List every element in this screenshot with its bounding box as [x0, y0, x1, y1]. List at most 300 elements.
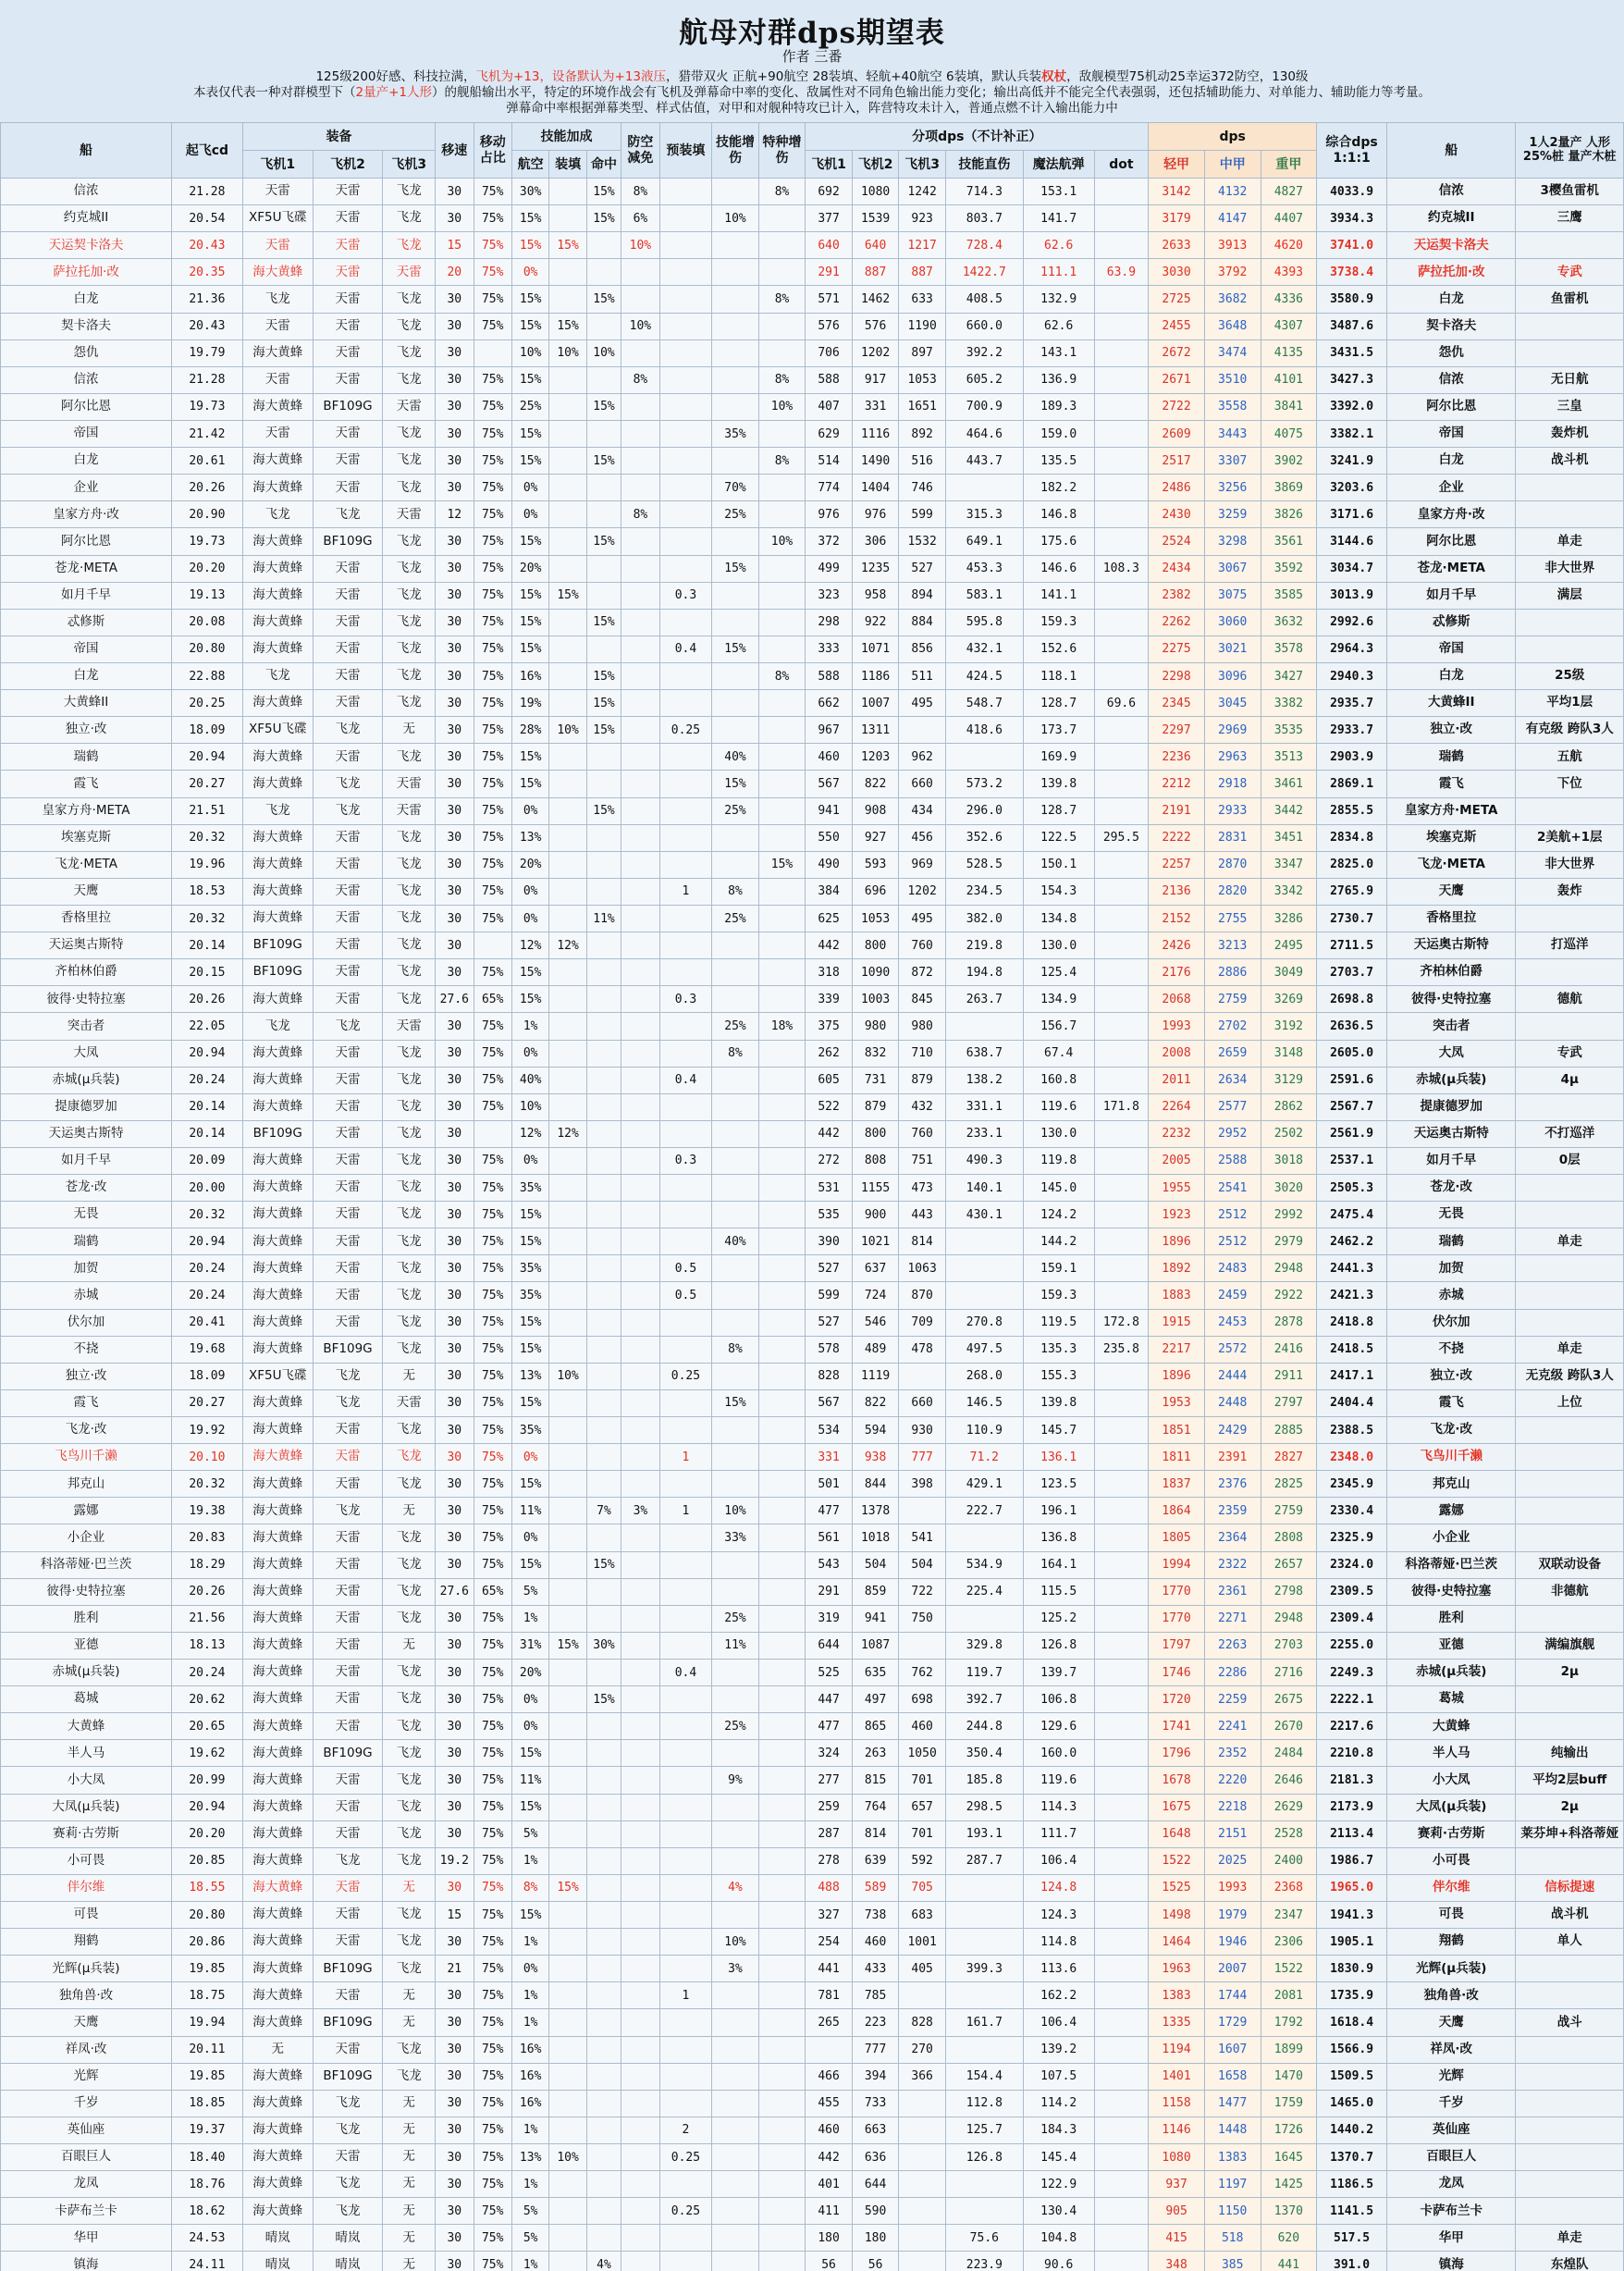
cell-total: 1986.7 [1317, 1847, 1387, 1874]
cell-dot [1094, 2117, 1149, 2143]
cell-total: 2567.7 [1317, 1093, 1387, 1120]
cell-aa [621, 259, 659, 286]
cell-dot [1094, 475, 1149, 501]
cell-air: 15% [511, 1794, 548, 1821]
cell-extra: 三皇 [1516, 393, 1624, 420]
cell-hit [586, 259, 621, 286]
cell-reload [549, 501, 586, 528]
cell-p2-dps: 733 [852, 2090, 899, 2117]
table-row [1, 851, 1624, 878]
cell-extra: 莱芬坤+科洛蒂娅 [1516, 1821, 1624, 1847]
cell-reload [549, 475, 586, 501]
cell-mid: 2453 [1204, 1309, 1261, 1336]
cell-ship: 霞飞 [1, 1389, 172, 1416]
cell-mid: 518 [1204, 2225, 1261, 2252]
cell-total: 2765.9 [1317, 878, 1387, 905]
cell-skill-direct: 408.5 [945, 286, 1023, 313]
cell-p1-dps: 323 [806, 582, 853, 609]
cell-mid: 3682 [1204, 286, 1261, 313]
cell-p1-dps: 377 [806, 205, 853, 232]
cell-ship2: 邦克山 [1386, 1471, 1516, 1498]
cell-plane2: 天雷 [313, 1093, 383, 1120]
cell-ship: 露娜 [1, 1498, 172, 1524]
cell-extra: 战斗 [1516, 2009, 1624, 2036]
cell-reload [549, 420, 586, 447]
cell-total: 2711.5 [1317, 932, 1387, 959]
cell-prereload [659, 2063, 712, 2090]
cell-ship: 赤城(μ兵装) [1, 1067, 172, 1093]
cell-aa [621, 2171, 659, 2198]
cell-magic: 139.2 [1023, 2036, 1094, 2063]
cell-ship2: 苍龙·META [1386, 555, 1516, 582]
cell-total: 2940.3 [1317, 662, 1387, 689]
cell-dot [1094, 1956, 1149, 1982]
cell-plane3: 飞龙 [383, 339, 436, 366]
cell-hit: 15% [586, 717, 621, 744]
cell-skill-dmg: 10% [712, 1929, 759, 1956]
cell-p1-dps: 531 [806, 1175, 853, 1202]
cell-speed: 30 [436, 1389, 474, 1416]
cell-extra [1516, 1013, 1624, 1040]
cell-prereload: 0.3 [659, 582, 712, 609]
cell-dot [1094, 1524, 1149, 1551]
cell-mid: 385 [1204, 2252, 1261, 2271]
cell-skill-direct: 223.9 [945, 2252, 1023, 2271]
cell-aa [621, 878, 659, 905]
col-light: 轻甲 [1149, 151, 1205, 179]
cell-skill-dmg: 15% [712, 1389, 759, 1416]
cell-air: 19% [511, 690, 548, 717]
note-1c: ，敌舰模型75机动25幸运372防空，130级 [1066, 69, 1309, 84]
table-row [1, 2198, 1624, 2225]
cell-reload [549, 744, 586, 771]
table-row [1, 1660, 1624, 1686]
cell-plane1: 海大黄蜂 [242, 339, 313, 366]
table-row [1, 609, 1624, 636]
cell-move: 75% [474, 851, 511, 878]
col-skill-direct: 技能直伤 [945, 151, 1023, 179]
cell-mid: 2572 [1204, 1336, 1261, 1363]
cell-plane3: 天雷 [383, 771, 436, 797]
table-row [1, 339, 1624, 366]
cell-aa: 6% [621, 205, 659, 232]
cell-plane1: 海大黄蜂 [242, 1605, 313, 1632]
cell-extra: 下位 [1516, 771, 1624, 797]
cell-p2-dps: 731 [852, 1067, 899, 1093]
cell-speed: 30 [436, 2036, 474, 2063]
table-row [1, 1632, 1624, 1659]
cell-plane1: 飞龙 [242, 1013, 313, 1040]
cell-cd: 20.08 [171, 609, 242, 636]
cell-speed: 30 [436, 1202, 474, 1228]
cell-ship: 白龙 [1, 286, 172, 313]
cell-special-dmg [758, 1444, 806, 1471]
cell-cd: 20.61 [171, 448, 242, 475]
cell-aa [621, 690, 659, 717]
cell-aa [621, 959, 659, 986]
cell-plane3: 飞龙 [383, 1929, 436, 1956]
cell-p2-dps: 724 [852, 1282, 899, 1309]
cell-extra [1516, 501, 1624, 528]
page-title: 航母对群dps期望表 [679, 17, 945, 50]
cell-p2-dps: 1202 [852, 339, 899, 366]
cell-reload: 10% [549, 1363, 586, 1389]
cell-plane2: 飞龙 [313, 1389, 383, 1416]
cell-magic: 126.8 [1023, 1632, 1094, 1659]
cell-aa [621, 2090, 659, 2117]
cell-hit [586, 959, 621, 986]
cell-plane1: 海大黄蜂 [242, 1660, 313, 1686]
table-row [1, 2036, 1624, 2063]
cell-p3-dps: 683 [899, 1902, 946, 1929]
cell-heavy: 4075 [1261, 420, 1317, 447]
cell-ship: 无畏 [1, 1202, 172, 1228]
cell-extra: 平均1层 [1516, 690, 1624, 717]
note-1-red: 飞机为+13，设备默认为+13液压 [475, 69, 666, 84]
cell-extra [1516, 2063, 1624, 2090]
cell-p2-dps: 644 [852, 2171, 899, 2198]
table-row [1, 232, 1624, 259]
cell-prereload [659, 2252, 712, 2271]
cell-ship: 千岁 [1, 2090, 172, 2117]
cell-skill-direct: 185.8 [945, 1767, 1023, 1794]
cell-aa [621, 1713, 659, 1740]
cell-aa [621, 636, 659, 662]
cell-aa [621, 1471, 659, 1498]
cell-heavy: 3427 [1261, 662, 1317, 689]
cell-skill-direct: 714.3 [945, 179, 1023, 205]
cell-plane3: 飞龙 [383, 1417, 436, 1444]
cell-prereload [659, 1175, 712, 1202]
cell-ship2: 小企业 [1386, 1524, 1516, 1551]
cell-skill-dmg: 15% [712, 555, 759, 582]
cell-light: 1464 [1149, 1929, 1205, 1956]
cell-plane1: 海大黄蜂 [242, 1956, 313, 1982]
cell-air: 16% [511, 2090, 548, 2117]
col-skill-dmg: 技能增伤 [712, 123, 759, 179]
cell-dot [1094, 1040, 1149, 1067]
cell-p1-dps: 640 [806, 232, 853, 259]
cell-ship2: 如月千早 [1386, 1147, 1516, 1174]
col-p1: 飞机1 [806, 151, 853, 179]
col-dps: dps [1149, 123, 1317, 151]
cell-light: 1383 [1149, 1982, 1205, 2009]
cell-hit [586, 582, 621, 609]
cell-hit [586, 501, 621, 528]
cell-reload [549, 1067, 586, 1093]
cell-plane1: 海大黄蜂 [242, 1874, 313, 1901]
cell-plane1: 海大黄蜂 [242, 1175, 313, 1202]
cell-reload: 12% [549, 932, 586, 959]
cell-light: 2633 [1149, 232, 1205, 259]
cell-ship: 祥凤·改 [1, 2036, 172, 2063]
cell-mid: 3474 [1204, 339, 1261, 366]
cell-ship: 卡萨布兰卡 [1, 2198, 172, 2225]
cell-speed: 20 [436, 259, 474, 286]
cell-ship: 亚德 [1, 1632, 172, 1659]
cell-aa [621, 339, 659, 366]
cell-prereload [659, 1551, 712, 1578]
cell-special-dmg [758, 2252, 806, 2271]
cell-reload [549, 2063, 586, 2090]
cell-air: 16% [511, 2063, 548, 2090]
cell-plane1: 海大黄蜂 [242, 1417, 313, 1444]
cell-skill-dmg: 25% [712, 797, 759, 824]
cell-p2-dps: 1186 [852, 662, 899, 689]
cell-ship2: 天运契卡洛夫 [1386, 232, 1516, 259]
cell-heavy: 3286 [1261, 905, 1317, 932]
cell-p2-dps: 938 [852, 1444, 899, 1471]
cell-cd: 19.73 [171, 528, 242, 555]
cell-aa [621, 2036, 659, 2063]
cell-p3-dps: 894 [899, 582, 946, 609]
cell-aa [621, 1309, 659, 1336]
table-row [1, 1202, 1624, 1228]
cell-mid: 3096 [1204, 662, 1261, 689]
cell-total: 3203.6 [1317, 475, 1387, 501]
cell-move: 75% [474, 1713, 511, 1740]
cell-skill-dmg [712, 1417, 759, 1444]
cell-reload [549, 1605, 586, 1632]
cell-ship: 加贺 [1, 1255, 172, 1282]
cell-skill-dmg [712, 1444, 759, 1471]
cell-plane1: 海大黄蜂 [242, 2198, 313, 2225]
cell-total: 2591.6 [1317, 1067, 1387, 1093]
cell-cd: 19.38 [171, 1498, 242, 1524]
cell-air: 25% [511, 393, 548, 420]
cell-magic: 62.6 [1023, 313, 1094, 339]
cell-light: 1770 [1149, 1605, 1205, 1632]
cell-p2-dps: 635 [852, 1660, 899, 1686]
cell-extra [1516, 2117, 1624, 2143]
cell-hit: 15% [586, 179, 621, 205]
cell-cd: 20.24 [171, 1067, 242, 1093]
cell-p2-dps: 800 [852, 932, 899, 959]
col-ship: 船 [1, 123, 172, 179]
cell-move: 75% [474, 824, 511, 851]
cell-air: 15% [511, 744, 548, 771]
cell-light: 1194 [1149, 2036, 1205, 2063]
cell-p1-dps: 291 [806, 1578, 853, 1605]
cell-ship: 彼得·史特拉塞 [1, 1578, 172, 1605]
cell-move: 75% [474, 1417, 511, 1444]
cell-special-dmg [758, 1067, 806, 1093]
cell-speed: 30 [436, 1686, 474, 1713]
cell-plane3: 飞龙 [383, 662, 436, 689]
cell-p1-dps: 599 [806, 1282, 853, 1309]
cell-heavy: 3342 [1261, 878, 1317, 905]
cell-plane2: 天雷 [313, 905, 383, 932]
cell-light: 2008 [1149, 1040, 1205, 1067]
cell-air: 0% [511, 1147, 548, 1174]
cell-dot [1094, 717, 1149, 744]
cell-total: 2834.8 [1317, 824, 1387, 851]
cell-p3-dps: 516 [899, 448, 946, 475]
cell-aa [621, 1874, 659, 1901]
cell-ship2: 华甲 [1386, 2225, 1516, 2252]
cell-air: 20% [511, 851, 548, 878]
cell-p3-dps: 495 [899, 690, 946, 717]
cell-heavy: 1425 [1261, 2171, 1317, 2198]
cell-reload: 15% [549, 582, 586, 609]
cell-skill-direct: 1422.7 [945, 259, 1023, 286]
cell-speed: 15 [436, 232, 474, 259]
cell-p1-dps: 272 [806, 1147, 853, 1174]
cell-skill-direct [945, 1902, 1023, 1929]
cell-move: 75% [474, 690, 511, 717]
table-row [1, 1147, 1624, 1174]
cell-ship: 华甲 [1, 2225, 172, 2252]
cell-magic: 114.8 [1023, 1929, 1094, 1956]
cell-magic: 129.6 [1023, 1713, 1094, 1740]
cell-air: 5% [511, 1578, 548, 1605]
cell-p3-dps: 633 [899, 286, 946, 313]
cell-dot [1094, 2063, 1149, 2090]
cell-prereload: 0.25 [659, 2143, 712, 2170]
col-air: 航空 [511, 151, 548, 179]
cell-move: 75% [474, 1471, 511, 1498]
cell-mid: 3060 [1204, 609, 1261, 636]
cell-skill-direct: 418.6 [945, 717, 1023, 744]
cell-move: 75% [474, 1660, 511, 1686]
cell-extra: 2美航+1层 [1516, 824, 1624, 851]
cell-total: 3934.3 [1317, 205, 1387, 232]
cell-special-dmg [758, 2171, 806, 2198]
cell-total: 2462.2 [1317, 1228, 1387, 1255]
cell-ship2: 天鹰 [1386, 2009, 1516, 2036]
cell-air: 0% [511, 797, 548, 824]
cell-heavy: 3461 [1261, 771, 1317, 797]
cell-ship: 苍龙·META [1, 555, 172, 582]
cell-dot: 235.8 [1094, 1336, 1149, 1363]
cell-cd: 21.42 [171, 420, 242, 447]
cell-magic: 141.1 [1023, 582, 1094, 609]
cell-plane2: BF109G [313, 528, 383, 555]
cell-light: 2275 [1149, 636, 1205, 662]
cell-aa [621, 2225, 659, 2252]
cell-dot [1094, 1874, 1149, 1901]
cell-hit [586, 1363, 621, 1389]
cell-heavy: 2670 [1261, 1713, 1317, 1740]
cell-ship2: 赤城(μ兵装) [1386, 1660, 1516, 1686]
cell-plane3: 飞龙 [383, 1740, 436, 1767]
cell-p2-dps: 1404 [852, 475, 899, 501]
cell-dot [1094, 1551, 1149, 1578]
cell-p1-dps: 499 [806, 555, 853, 582]
cell-total: 1566.9 [1317, 2036, 1387, 2063]
table-row [1, 932, 1624, 959]
cell-ship2: 龙凤 [1386, 2171, 1516, 2198]
cell-p3-dps: 270 [899, 2036, 946, 2063]
cell-extra [1516, 797, 1624, 824]
cell-p2-dps: 980 [852, 1013, 899, 1040]
cell-dot [1094, 932, 1149, 959]
cell-skill-dmg [712, 313, 759, 339]
cell-ship2: 加贺 [1386, 1255, 1516, 1282]
cell-prereload: 0.4 [659, 1660, 712, 1686]
cell-light: 2455 [1149, 313, 1205, 339]
cell-plane1: 海大黄蜂 [242, 1847, 313, 1874]
cell-plane3: 飞龙 [383, 1255, 436, 1282]
cell-speed: 30 [436, 1336, 474, 1363]
cell-ship: 彼得·史特拉塞 [1, 986, 172, 1013]
cell-reload [549, 1740, 586, 1767]
cell-special-dmg [758, 2225, 806, 2252]
cell-skill-direct: 154.4 [945, 2063, 1023, 2090]
cell-special-dmg: 8% [758, 286, 806, 313]
cell-speed: 21 [436, 1956, 474, 1982]
cell-ship: 阿尔比恩 [1, 393, 172, 420]
cell-p3-dps: 746 [899, 475, 946, 501]
cell-ship: 光辉(μ兵装) [1, 1956, 172, 1982]
cell-skill-dmg [712, 986, 759, 1013]
cell-air: 15% [511, 959, 548, 986]
cell-plane1: 海大黄蜂 [242, 1713, 313, 1740]
cell-mid: 2969 [1204, 717, 1261, 744]
cell-air: 13% [511, 824, 548, 851]
cell-plane2: 天雷 [313, 1686, 383, 1713]
cell-plane3: 飞龙 [383, 1686, 436, 1713]
cell-magic: 113.6 [1023, 1956, 1094, 1982]
cell-reload [549, 1309, 586, 1336]
cell-special-dmg [758, 1498, 806, 1524]
cell-total: 2421.3 [1317, 1282, 1387, 1309]
cell-aa [621, 1794, 659, 1821]
cell-plane1: 海大黄蜂 [242, 1632, 313, 1659]
cell-dot [1094, 366, 1149, 393]
cell-plane3: 飞龙 [383, 232, 436, 259]
cell-total: 517.5 [1317, 2225, 1387, 2252]
cell-p1-dps: 254 [806, 1929, 853, 1956]
cell-magic: 136.9 [1023, 366, 1094, 393]
cell-reload [549, 205, 586, 232]
cell-heavy: 3632 [1261, 609, 1317, 636]
cell-air: 30% [511, 179, 548, 205]
cell-total: 2345.9 [1317, 1471, 1387, 1498]
cell-special-dmg [758, 1605, 806, 1632]
cell-p3-dps: 709 [899, 1309, 946, 1336]
cell-p1-dps: 324 [806, 1740, 853, 1767]
cell-reload [549, 1794, 586, 1821]
cell-skill-direct: 595.8 [945, 609, 1023, 636]
cell-prereload [659, 690, 712, 717]
cell-dot [1094, 744, 1149, 771]
table-row [1, 2171, 1624, 2198]
note-2a: 本表仅代表一种对群模型下（ [193, 85, 356, 100]
table-row [1, 420, 1624, 447]
cell-plane1: 海大黄蜂 [242, 1740, 313, 1767]
cell-ship2: 约克城II [1386, 205, 1516, 232]
table-row [1, 1713, 1624, 1740]
cell-aa [621, 2009, 659, 2036]
cell-total: 2418.8 [1317, 1309, 1387, 1336]
cell-magic: 111.7 [1023, 1821, 1094, 1847]
cell-move: 75% [474, 1498, 511, 1524]
cell-magic: 124.8 [1023, 1874, 1094, 1901]
cell-plane3: 飞龙 [383, 1120, 436, 1147]
cell-skill-dmg: 11% [712, 1632, 759, 1659]
cell-heavy: 4620 [1261, 232, 1317, 259]
table-row [1, 393, 1624, 420]
cell-ship: 如月千早 [1, 1147, 172, 1174]
cell-aa [621, 1847, 659, 1874]
col-aa: 防空减免 [621, 123, 659, 179]
cell-p1-dps: 390 [806, 1228, 853, 1255]
cell-p3-dps: 504 [899, 1551, 946, 1578]
cell-mid: 4132 [1204, 179, 1261, 205]
cell-p3-dps: 443 [899, 1202, 946, 1228]
cell-air: 15% [511, 528, 548, 555]
